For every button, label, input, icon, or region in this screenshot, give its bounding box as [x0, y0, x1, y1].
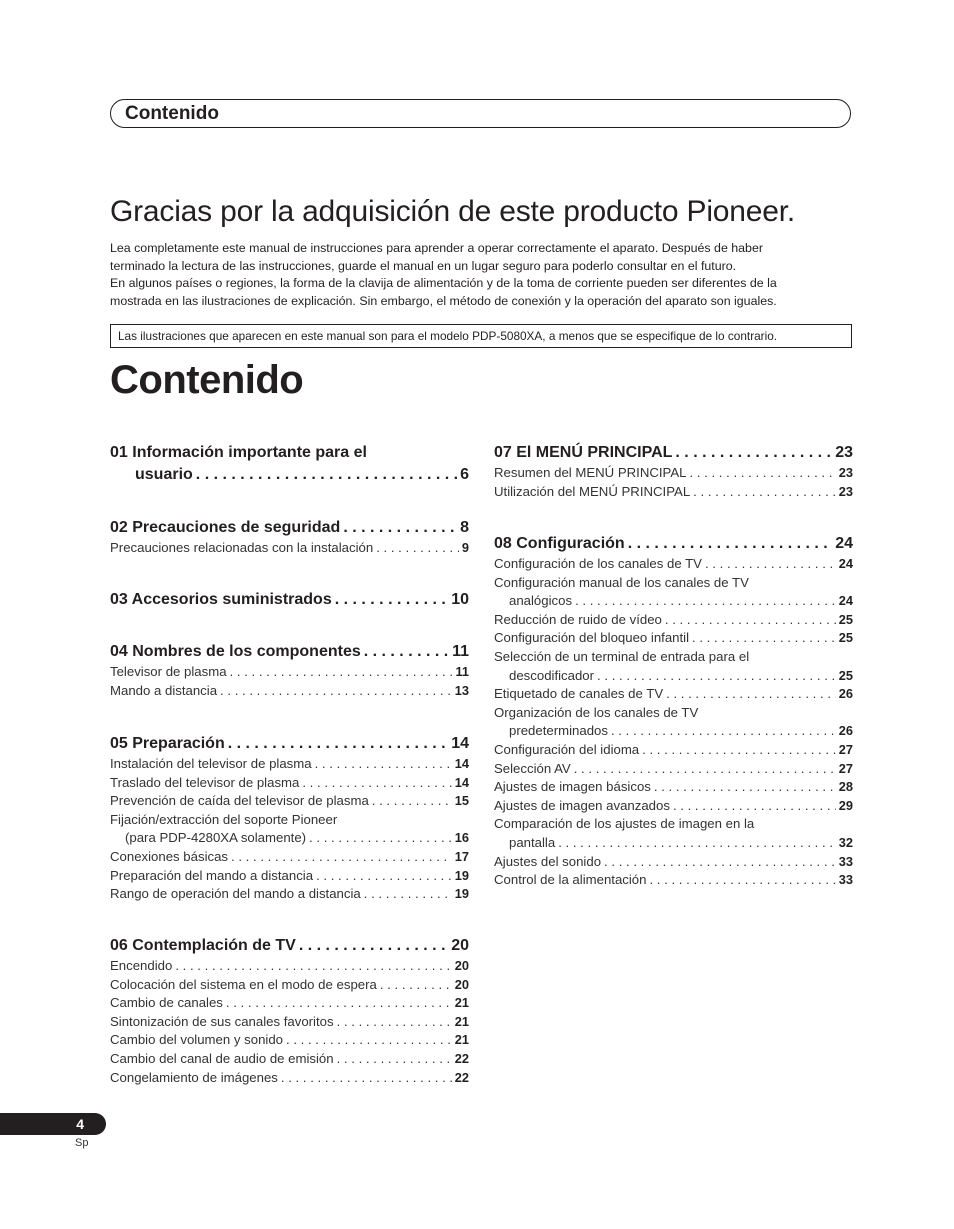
toc-entry[interactable]: Ajustes de imagen avanzados . . . 29	[494, 797, 853, 816]
toc-entry[interactable]: Selección de un terminal de entrada para el descodificador . . . 25	[494, 648, 853, 685]
toc-chapter-08[interactable]	[494, 533, 853, 890]
chapter-page: 23	[835, 444, 853, 461]
toc-entry[interactable]: Traslado del televisor de plasma . . . 14	[110, 774, 469, 793]
toc-chapter-05[interactable]	[110, 733, 469, 904]
chapter-title-cont: usuario	[135, 466, 193, 483]
chapter-page: 8	[460, 519, 469, 536]
chapter-title: 02 Precauciones de seguridad	[110, 519, 341, 536]
toc-entry[interactable]: Configuración manual de los canales de TV analógicos . . . 24	[494, 574, 853, 611]
toc-title: Contenido	[110, 358, 304, 402]
chapter-page: 24	[835, 535, 853, 552]
toc-entry[interactable]: Prevención de caída del televisor de plasma . . . 15	[110, 792, 469, 811]
toc-entry[interactable]: Sintonización de sus canales favoritos . . . 21	[110, 1013, 469, 1032]
toc-entry[interactable]: Precauciones relacionadas con la instalación . . . 9	[110, 539, 469, 558]
chapter-title: 03 Accesorios suministrados	[110, 591, 332, 608]
intro-line: mostrada en las ilustraciones de explicación. Sin embargo, el método de conexión y la operación del aparato son iguales.	[110, 294, 777, 308]
chapter-page: 20	[451, 937, 469, 954]
toc-entry[interactable]: Etiquetado de canales de TV . . . 26	[494, 685, 853, 704]
toc-entry[interactable]: Preparación del mando a distancia . . . 19	[110, 867, 469, 886]
toc-chapter-04[interactable]	[110, 641, 469, 700]
toc-entry[interactable]: Mando a distancia . . . 13	[110, 682, 469, 701]
toc-entry[interactable]: Congelamiento de imágenes . . . 22	[110, 1069, 469, 1088]
toc-entry[interactable]: Encendido . . . 20	[110, 957, 469, 976]
toc-chapter-01[interactable]	[110, 442, 469, 486]
toc-entry[interactable]: Selección AV . . . 27	[494, 760, 853, 779]
toc-entry[interactable]: Fijación/extracción del soporte Pioneer (para PDP-4280XA solamente) . . . 16	[110, 811, 469, 848]
toc-entry[interactable]: Colocación del sistema en el modo de espera . . . 20	[110, 976, 469, 995]
page-number-tab	[0, 1113, 106, 1135]
chapter-title: 05 Preparación	[110, 735, 225, 752]
chapter-title: 07 El MENÚ PRINCIPAL	[494, 444, 673, 461]
toc-entry[interactable]: Control de la alimentación . . . 33	[494, 871, 853, 890]
page-language: Sp	[75, 1137, 89, 1149]
toc-entry[interactable]: Organización de los canales de TV predeterminados . . . 26	[494, 704, 853, 741]
chapter-title: 08 Configuración	[494, 535, 625, 552]
chapter-page: 10	[451, 591, 469, 608]
toc-entry[interactable]: Reducción de ruido de vídeo . . . 25	[494, 611, 853, 630]
header-title: Contenido	[125, 103, 219, 124]
toc-chapter-02[interactable]	[110, 517, 469, 558]
toc-entry[interactable]: Cambio del volumen y sonido . . . 21	[110, 1031, 469, 1050]
toc-entry[interactable]: Configuración de los canales de TV . . . 24	[494, 555, 853, 574]
chapter-title: 04 Nombres de los componentes	[110, 643, 361, 660]
intro-title: Gracias por la adquisición de este producto Pioneer.	[110, 195, 796, 228]
toc-entry[interactable]: Ajustes del sonido . . . 33	[494, 853, 853, 872]
toc-chapter-06[interactable]	[110, 935, 469, 1087]
chapter-page: 6	[460, 466, 469, 483]
page-number: 4	[76, 1116, 84, 1132]
toc-entry[interactable]: Comparación de los ajustes de imagen en la pantalla . . . 32	[494, 815, 853, 852]
toc-entry[interactable]: Rango de operación del mando a distancia . . . 19	[110, 885, 469, 904]
chapter-title: 06 Contemplación de TV	[110, 937, 296, 954]
chapter-page: 11	[452, 643, 469, 660]
toc-entry[interactable]: Cambio de canales . . . 21	[110, 994, 469, 1013]
intro-line: terminado la lectura de las instrucciones, guarde el manual en un lugar seguro para poderlo consultar en el futuro.	[110, 259, 737, 273]
toc-entry[interactable]: Conexiones básicas . . . 17	[110, 848, 469, 867]
section-header	[110, 99, 851, 128]
toc-entry[interactable]: Ajustes de imagen básicos . . . 28	[494, 778, 853, 797]
toc-entry[interactable]: Resumen del MENÚ PRINCIPAL . . . 23	[494, 464, 853, 483]
toc-entry[interactable]: Configuración del idioma . . . 27	[494, 741, 853, 760]
toc-entry[interactable]: Configuración del bloqueo infantil . . . 25	[494, 629, 853, 648]
toc-entry[interactable]: Cambio del canal de audio de emisión . . . 22	[110, 1050, 469, 1069]
chapter-title: 01 Información importante para el	[110, 444, 367, 461]
chapter-page: 14	[451, 735, 469, 752]
toc-entry[interactable]: Televisor de plasma . . . 11	[110, 663, 469, 682]
intro-line: En algunos países o regiones, la forma de la clavija de alimentación y de la toma de corriente pueden ser diferentes de la	[110, 276, 777, 290]
intro-line: Lea completamente este manual de instrucciones para aprender a operar correctamente el aparato. Después de haber	[110, 241, 763, 255]
toc-entry[interactable]: Instalación del televisor de plasma . . . 14	[110, 755, 469, 774]
toc-chapter-07[interactable]	[494, 442, 853, 501]
toc-entry[interactable]: Utilización del MENÚ PRINCIPAL . . . 23	[494, 483, 853, 502]
toc-chapter-03[interactable]	[110, 589, 469, 611]
model-note: Las ilustraciones que aparecen en este manual son para el modelo PDP-5080XA, a menos que se especifique de lo contrario.	[110, 324, 852, 348]
